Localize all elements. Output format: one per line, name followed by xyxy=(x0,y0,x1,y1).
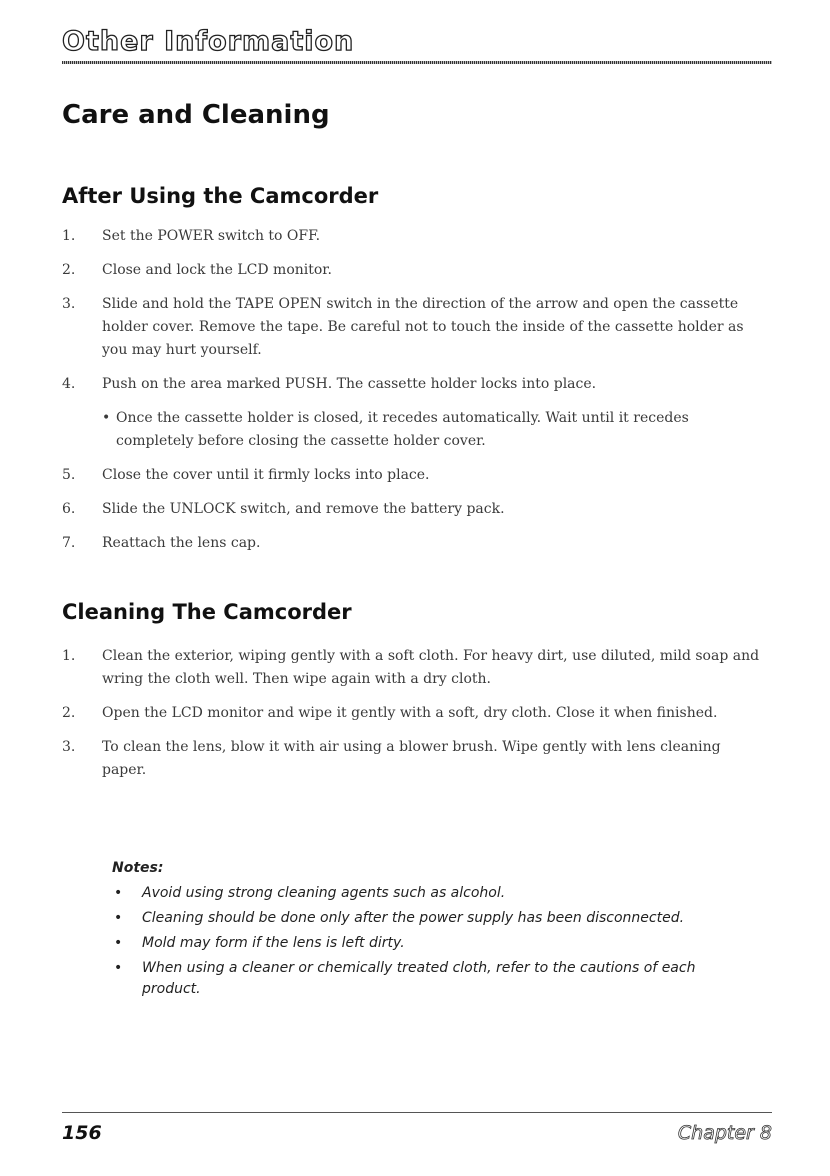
step-text: Close the cover until it firmly locks into place. xyxy=(102,467,430,483)
note-item xyxy=(112,908,752,929)
after-using-steps xyxy=(62,225,762,566)
step-number: 1. xyxy=(62,648,76,664)
step-number: 6. xyxy=(62,501,76,517)
section-title-after-using: After Using the Camcorder xyxy=(62,184,379,208)
note-text: Cleaning should be done only after the power supply has been disconnected. xyxy=(142,910,685,926)
step-text: Slide the UNLOCK switch, and remove the battery pack. xyxy=(102,501,505,517)
step-number: 2. xyxy=(62,262,76,278)
step-number: 2. xyxy=(62,705,76,721)
chapter-label: Chapter 8 xyxy=(677,1122,772,1144)
step-text: Set the POWER switch to OFF. xyxy=(102,228,321,244)
step-item xyxy=(62,645,762,691)
page-number: 156 xyxy=(62,1122,102,1144)
notes-list xyxy=(112,883,752,1000)
notes-label: Notes: xyxy=(112,860,164,876)
document-page xyxy=(62,0,772,1176)
step-item xyxy=(62,259,762,282)
section-title-cleaning: Cleaning The Camcorder xyxy=(62,600,352,624)
note-item xyxy=(112,883,752,904)
step-subitem xyxy=(62,407,762,453)
bullet-icon: • xyxy=(114,935,123,951)
bullet-icon: • xyxy=(102,410,111,426)
step-number: 5. xyxy=(62,467,76,483)
step-number: 7. xyxy=(62,535,76,551)
chapter-title: Other Information xyxy=(62,26,355,57)
step-item xyxy=(62,702,762,725)
note-text: When using a cleaner or chemically treated cloth, refer to the cautions of each product. xyxy=(142,960,696,997)
page-title: Care and Cleaning xyxy=(62,100,330,130)
step-number: 3. xyxy=(62,739,76,755)
step-item xyxy=(62,293,762,362)
step-item xyxy=(62,498,762,521)
bullet-icon: • xyxy=(114,960,123,976)
footer-rule xyxy=(62,1112,772,1113)
note-text: Mold may form if the lens is left dirty. xyxy=(142,935,405,951)
step-item xyxy=(62,736,762,782)
step-text: Push on the area marked PUSH. The cassette holder locks into place. xyxy=(102,376,597,392)
step-item xyxy=(62,373,762,396)
step-item xyxy=(62,464,762,487)
step-item xyxy=(62,532,762,555)
step-text: Clean the exterior, wiping gently with a soft cloth. For heavy dirt, use diluted, mild soap and wring the cloth well. Then wipe again with a dry cloth. xyxy=(102,648,760,687)
note-item xyxy=(112,933,752,954)
step-number: 1. xyxy=(62,228,76,244)
step-text: Close and lock the LCD monitor. xyxy=(102,262,332,278)
step-number: 3. xyxy=(62,296,76,312)
step-text: Slide and hold the TAPE OPEN switch in the direction of the arrow and open the cassette holder cover. Remove the tape. Be careful not to touch the inside of the cassette holder as you may hurt yourself. xyxy=(102,296,744,358)
step-text: Open the LCD monitor and wipe it gently with a soft, dry cloth. Close it when finished. xyxy=(102,705,718,721)
step-item xyxy=(62,225,762,248)
step-number: 4. xyxy=(62,376,76,392)
notes-box xyxy=(112,858,752,1004)
cleaning-steps xyxy=(62,645,762,793)
chapter-header xyxy=(62,26,772,58)
step-text: To clean the lens, blow it with air using a blower brush. Wipe gently with lens cleaning paper. xyxy=(102,739,721,778)
step-text: Reattach the lens cap. xyxy=(102,535,261,551)
header-rule xyxy=(62,61,772,64)
bullet-icon: • xyxy=(114,885,123,901)
note-text: Avoid using strong cleaning agents such as alcohol. xyxy=(142,885,506,901)
step-text: Once the cassette holder is closed, it recedes automatically. Wait until it recedes completely before closing the cassette holder cover. xyxy=(116,410,689,449)
note-item xyxy=(112,958,752,1000)
bullet-icon: • xyxy=(114,910,123,926)
